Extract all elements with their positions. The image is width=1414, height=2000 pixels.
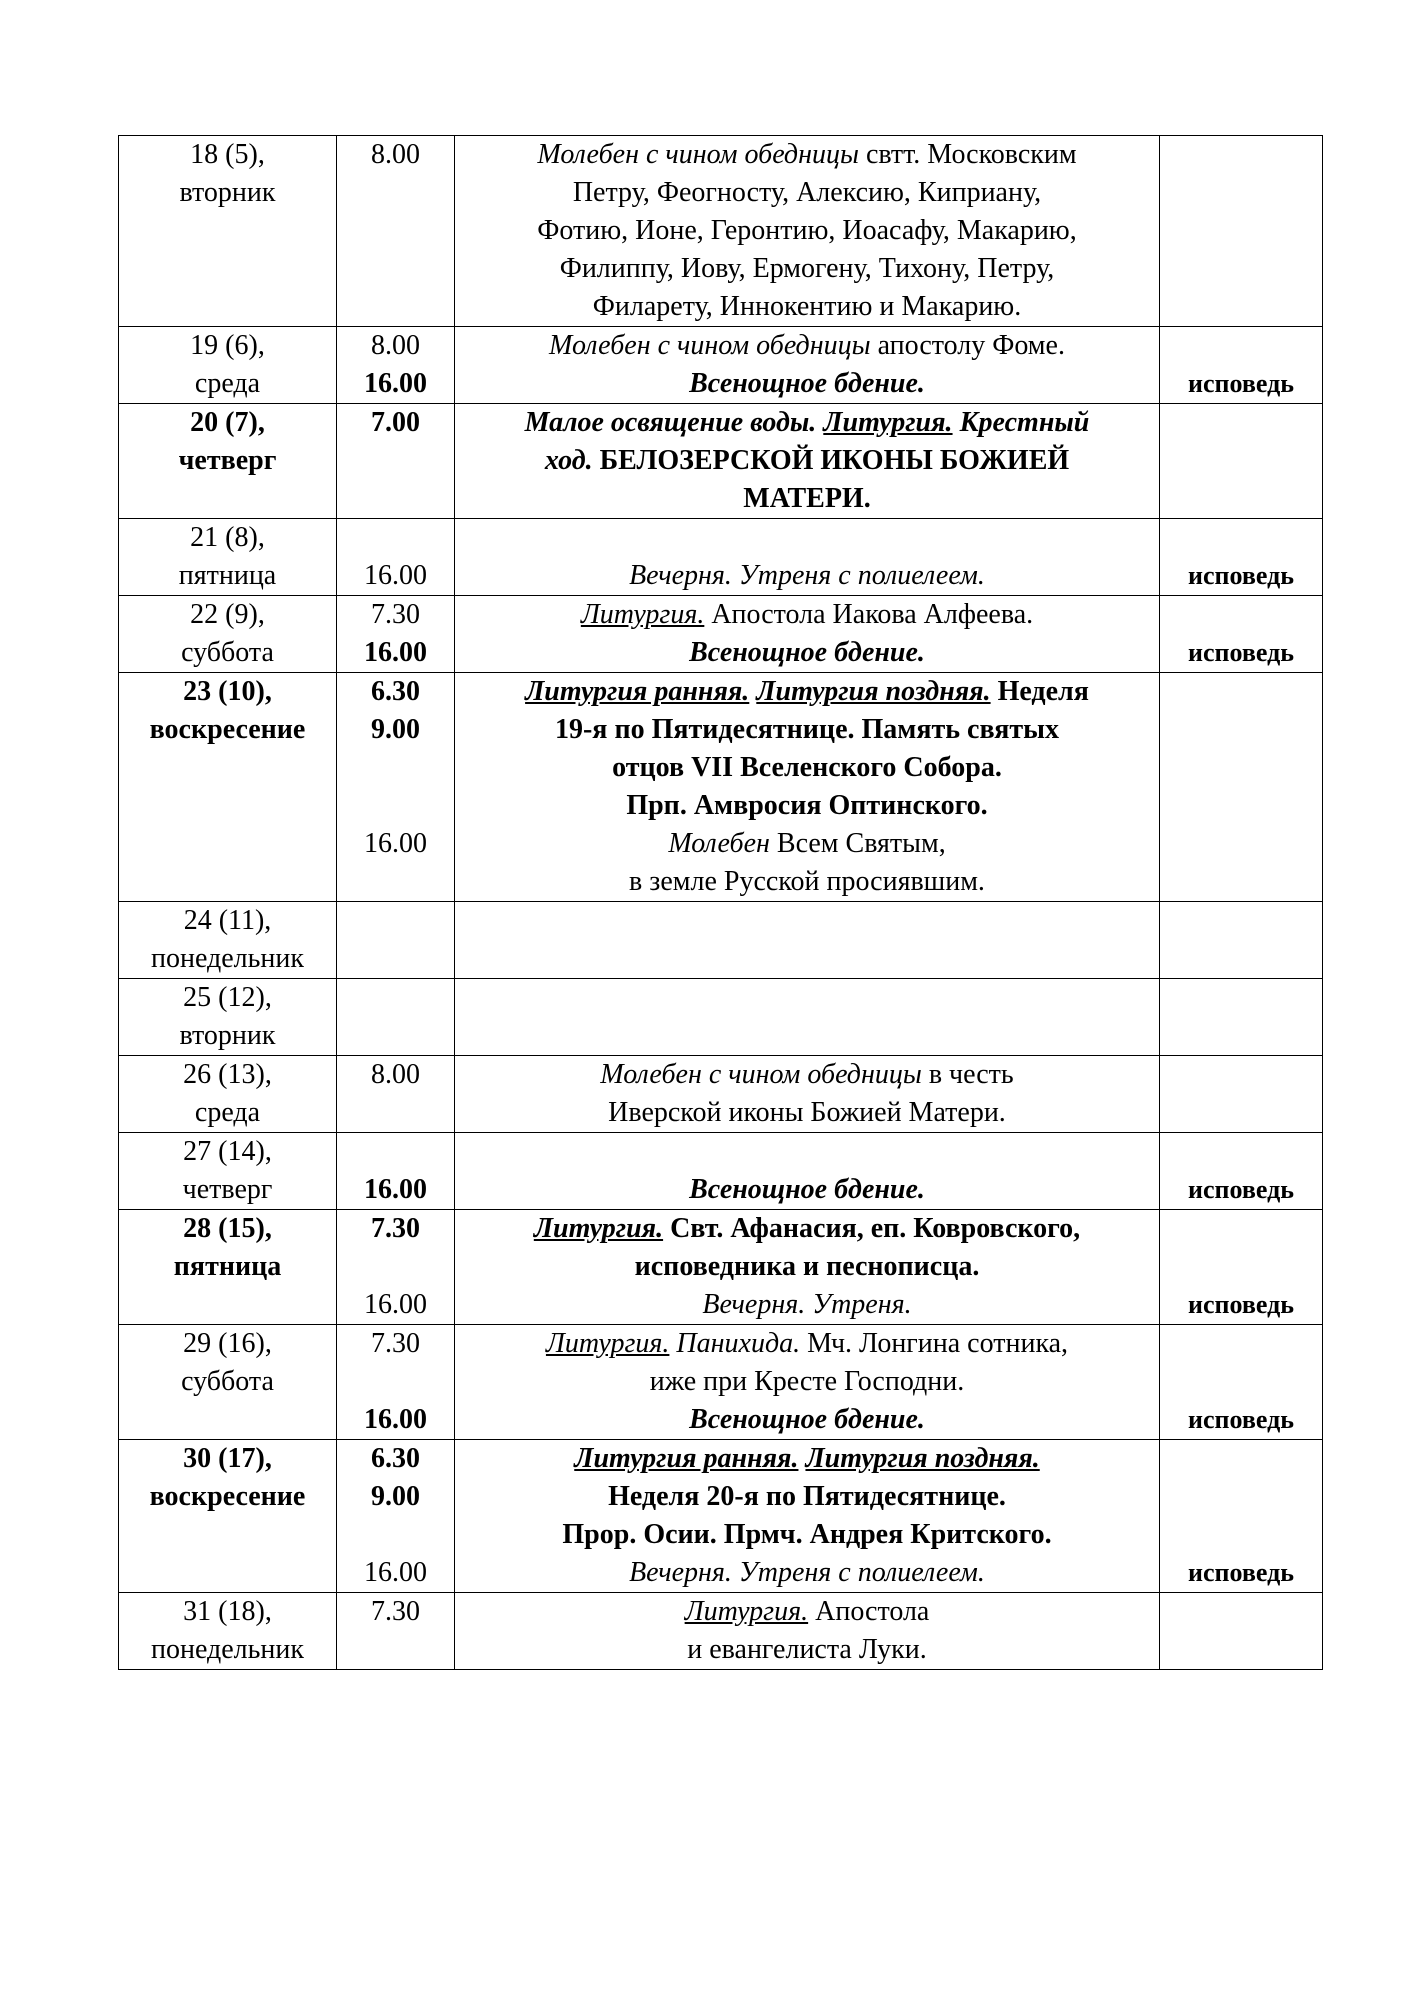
- confession-cell: [1160, 673, 1323, 902]
- description-line: [469, 673, 1145, 711]
- service-description-cell: [455, 136, 1160, 327]
- time-cell: [337, 1210, 455, 1325]
- date-number: 23 (10),: [183, 676, 272, 707]
- date-cell: [119, 902, 337, 979]
- weekday: понедельник: [150, 943, 304, 974]
- description-text: в честь: [921, 1059, 1014, 1090]
- date-number: 22 (9),: [190, 599, 265, 630]
- confession-cell: [1160, 1593, 1323, 1670]
- description-text: Петру, Феогносту, Алексию, Киприану,: [572, 177, 1042, 208]
- service-time: 7.30: [371, 1328, 420, 1359]
- service-description-cell: [455, 519, 1160, 596]
- description-line: [469, 136, 1145, 174]
- description-line: [469, 596, 1145, 634]
- confession-cell: [1160, 404, 1323, 519]
- date-number: 26 (13),: [183, 1059, 272, 1090]
- confession-cell: [1160, 902, 1323, 979]
- description-text: Вечерня. Утреня.: [702, 1289, 912, 1320]
- description-text: и евангелиста Луки.: [687, 1634, 927, 1665]
- service-description-cell: [455, 1056, 1160, 1133]
- service-description-cell: [455, 1440, 1160, 1593]
- description-line: [469, 1478, 1145, 1516]
- description-text: ход.: [544, 445, 593, 476]
- schedule-row: [119, 902, 1323, 979]
- description-line: [469, 1094, 1145, 1132]
- weekday: вторник: [179, 1020, 276, 1051]
- service-time: 8.00: [371, 139, 420, 170]
- service-time: 16.00: [364, 1174, 427, 1205]
- confession-cell: [1160, 1056, 1323, 1133]
- service-description-cell: [455, 902, 1160, 979]
- schedule-row: [119, 1133, 1323, 1210]
- date-number: 18 (5),: [190, 139, 265, 170]
- date-cell: [119, 1440, 337, 1593]
- date-number: 25 (12),: [183, 982, 272, 1013]
- service-time: 6.30: [371, 676, 420, 707]
- date-cell: [119, 1325, 337, 1440]
- schedule-row: [119, 1593, 1323, 1670]
- service-time: 16.00: [364, 637, 427, 668]
- description-line: [469, 327, 1145, 365]
- date-number: 20 (7),: [190, 407, 265, 438]
- date-cell: [119, 1210, 337, 1325]
- description-text: МАТЕРИ.: [743, 483, 871, 514]
- date-cell: [119, 673, 337, 902]
- description-text: Прор. Осии. Прмч. Андрея Критского.: [562, 1519, 1052, 1550]
- description-line: [469, 212, 1145, 250]
- time-cell: [337, 327, 455, 404]
- date-cell: [119, 979, 337, 1056]
- date-number: 29 (16),: [183, 1328, 272, 1359]
- service-time: 6.30: [371, 1443, 420, 1474]
- description-text: свтт. Московским: [858, 139, 1077, 170]
- description-text: Прп. Амвросия Оптинского.: [626, 790, 988, 821]
- date-cell: [119, 1593, 337, 1670]
- confession-cell: [1160, 596, 1323, 673]
- service-time: 7.30: [371, 1213, 420, 1244]
- description-text: в земле Русской просиявшим.: [629, 866, 985, 897]
- date-number: 31 (18),: [183, 1596, 272, 1627]
- date-number: 19 (6),: [190, 330, 265, 361]
- time-cell: [337, 902, 455, 979]
- schedule-body: [119, 136, 1323, 1670]
- service-time: [337, 1248, 454, 1286]
- description-line: [469, 1401, 1145, 1439]
- description-line: [469, 787, 1145, 825]
- service-time: 16.00: [364, 828, 427, 859]
- service-time: [337, 1133, 454, 1171]
- service-description-cell: [455, 979, 1160, 1056]
- confession-label: исповедь: [1188, 1290, 1294, 1319]
- description-line: [469, 1248, 1145, 1286]
- weekday: воскресение: [149, 1481, 306, 1512]
- description-text: Крестный: [952, 407, 1090, 438]
- description-text: Панихида.: [676, 1328, 801, 1359]
- confession-cell: [1160, 1325, 1323, 1440]
- description-text: Свт. Афанасия, еп. Ковровского,: [663, 1213, 1081, 1244]
- description-text: отцов VII Вселенского Собора.: [612, 752, 1002, 783]
- description-line: [469, 1593, 1145, 1631]
- description-text: Всенощное бдение.: [689, 368, 925, 399]
- description-text: Иверской иконы Божией Матери.: [608, 1097, 1006, 1128]
- weekday: четверг: [178, 445, 277, 476]
- description-text: Молебен с чином обедницы: [600, 1059, 922, 1090]
- description-line: [469, 288, 1145, 326]
- description-text: Мч. Лонгина сотника,: [800, 1328, 1069, 1359]
- description-text: иже при Кресте Господни.: [649, 1366, 965, 1397]
- weekday: четверг: [182, 1174, 273, 1205]
- confession-cell: [1160, 136, 1323, 327]
- date-cell: [119, 596, 337, 673]
- description-line: [469, 365, 1145, 403]
- time-cell: [337, 673, 455, 902]
- description-text: Филиппу, Иову, Ермогену, Тихону, Петру,: [559, 253, 1055, 284]
- service-description-cell: [455, 327, 1160, 404]
- description-line: [469, 557, 1145, 595]
- date-cell: [119, 327, 337, 404]
- time-cell: [337, 136, 455, 327]
- description-text: Литургия ранняя.: [525, 676, 750, 707]
- weekday: суббота: [181, 1366, 274, 1397]
- description-text: БЕЛОЗЕРСКОЙ ИКОНЫ БОЖИЕЙ: [592, 445, 1070, 476]
- schedule-row: [119, 1210, 1323, 1325]
- description-text: Апостола Иакова Алфеева.: [704, 599, 1034, 630]
- date-cell: [119, 1056, 337, 1133]
- schedule-row: [119, 1325, 1323, 1440]
- description-text: Вечерня. Утреня с полиелеем.: [629, 560, 985, 591]
- description-line: [469, 711, 1145, 749]
- date-number: 27 (14),: [183, 1136, 272, 1167]
- description-text: Всем Святым,: [769, 828, 946, 859]
- schedule-row: [119, 404, 1323, 519]
- service-time: 16.00: [364, 368, 427, 399]
- description-text: Вечерня. Утреня с полиелеем.: [629, 1557, 985, 1588]
- service-time: 7.00: [371, 407, 420, 438]
- description-line: [469, 1171, 1145, 1209]
- service-time: 9.00: [371, 1481, 420, 1512]
- description-text: Всенощное бдение.: [689, 1404, 925, 1435]
- description-line: [469, 174, 1145, 212]
- service-time: 9.00: [371, 714, 420, 745]
- confession-cell: [1160, 1440, 1323, 1593]
- weekday: воскресение: [149, 714, 306, 745]
- description-line: [469, 1516, 1145, 1554]
- weekday: вторник: [179, 177, 276, 208]
- confession-label: исповедь: [1188, 1175, 1294, 1204]
- description-text: Литургия ранняя.: [574, 1443, 799, 1474]
- service-description-cell: [455, 673, 1160, 902]
- time-cell: [337, 1593, 455, 1670]
- service-description-cell: [455, 1210, 1160, 1325]
- description-line: [469, 1056, 1145, 1094]
- description-text: Неделя 20-я по Пятидесятнице.: [608, 1481, 1006, 1512]
- description-line: [469, 1133, 1145, 1171]
- description-text: Фотию, Ионе, Геронтию, Иоасафу, Макарию,: [537, 215, 1077, 246]
- confession-label: исповедь: [1188, 638, 1294, 667]
- date-cell: [119, 136, 337, 327]
- weekday: среда: [194, 1097, 261, 1128]
- date-number: 30 (17),: [183, 1443, 272, 1474]
- description-line: [469, 480, 1145, 518]
- description-line: [469, 1325, 1145, 1363]
- description-line: [469, 1363, 1145, 1401]
- confession-label: исповедь: [1188, 369, 1294, 398]
- description-line: [469, 863, 1145, 901]
- description-text: Молебен: [668, 828, 770, 859]
- description-text: Литургия.: [533, 1213, 664, 1244]
- description-text: Молебен с чином обедницы: [537, 139, 859, 170]
- description-text: Апостола: [808, 1596, 930, 1627]
- description-text: апостолу Фоме.: [870, 330, 1065, 361]
- service-time: 16.00: [364, 1289, 427, 1320]
- description-line: [469, 442, 1145, 480]
- date-cell: [119, 404, 337, 519]
- service-time: 8.00: [371, 1059, 420, 1090]
- date-cell: [119, 519, 337, 596]
- description-line: [469, 404, 1145, 442]
- confession-cell: [1160, 1210, 1323, 1325]
- confession-label: исповедь: [1188, 561, 1294, 590]
- confession-cell: [1160, 519, 1323, 596]
- description-text: Филарету, Иннокентию и Макарию.: [592, 291, 1022, 322]
- service-time: 7.30: [371, 1596, 420, 1627]
- service-time: [337, 1516, 454, 1554]
- date-cell: [119, 1133, 337, 1210]
- confession-cell: [1160, 1133, 1323, 1210]
- service-time: 16.00: [364, 1404, 427, 1435]
- description-line: [469, 1210, 1145, 1248]
- service-time: [337, 1363, 454, 1401]
- description-text: Литургия поздняя.: [805, 1443, 1040, 1474]
- description-line: [469, 250, 1145, 288]
- weekday: пятница: [173, 1251, 282, 1282]
- weekday: понедельник: [150, 1634, 304, 1665]
- service-schedule-table: [118, 135, 1323, 1670]
- service-time: 7.30: [371, 599, 420, 630]
- schedule-row: [119, 1056, 1323, 1133]
- service-description-cell: [455, 596, 1160, 673]
- description-line: [469, 749, 1145, 787]
- time-cell: [337, 1056, 455, 1133]
- description-text: Литургия поздняя.: [756, 676, 991, 707]
- service-time: [337, 519, 454, 557]
- weekday: среда: [194, 368, 261, 399]
- description-text: Неделя: [990, 676, 1089, 707]
- time-cell: [337, 1133, 455, 1210]
- description-line: [469, 1554, 1145, 1592]
- date-number: 21 (8),: [190, 522, 265, 553]
- schedule-row: [119, 136, 1323, 327]
- time-cell: [337, 404, 455, 519]
- confession-cell: [1160, 327, 1323, 404]
- time-cell: [337, 1325, 455, 1440]
- description-text: Молебен с чином обедницы: [549, 330, 871, 361]
- weekday: пятница: [178, 560, 277, 591]
- description-line: [469, 634, 1145, 672]
- date-number: 28 (15),: [183, 1213, 272, 1244]
- date-number: 24 (11),: [183, 905, 272, 936]
- service-time: 16.00: [364, 560, 427, 591]
- weekday: суббота: [181, 637, 274, 668]
- time-cell: [337, 519, 455, 596]
- schedule-row: [119, 979, 1323, 1056]
- description-text: 19-я по Пятидесятнице. Память святых: [554, 714, 1059, 745]
- confession-label: исповедь: [1188, 1405, 1294, 1434]
- service-description-cell: [455, 1133, 1160, 1210]
- description-text: Литургия.: [823, 407, 953, 438]
- description-text: Всенощное бдение.: [689, 637, 925, 668]
- schedule-row: [119, 519, 1323, 596]
- schedule-row: [119, 327, 1323, 404]
- description-line: [469, 519, 1145, 557]
- schedule-row: [119, 1440, 1323, 1593]
- description-text: Литургия.: [545, 1328, 670, 1359]
- time-cell: [337, 1440, 455, 1593]
- description-text: Литургия.: [580, 599, 705, 630]
- confession-label: исповедь: [1188, 1558, 1294, 1587]
- description-text: Литургия.: [684, 1596, 809, 1627]
- description-text: Малое освящение воды.: [524, 407, 824, 438]
- schedule-row: [119, 673, 1323, 902]
- confession-cell: [1160, 979, 1323, 1056]
- time-cell: [337, 979, 455, 1056]
- service-time: [337, 787, 454, 825]
- service-description-cell: [455, 1325, 1160, 1440]
- description-line: [469, 1286, 1145, 1324]
- service-time: 16.00: [364, 1557, 427, 1588]
- description-text: Всенощное бдение.: [689, 1174, 925, 1205]
- description-line: [469, 1440, 1145, 1478]
- service-description-cell: [455, 1593, 1160, 1670]
- service-time: 8.00: [371, 330, 420, 361]
- service-time: [337, 749, 454, 787]
- time-cell: [337, 596, 455, 673]
- description-line: [469, 825, 1145, 863]
- schedule-row: [119, 596, 1323, 673]
- description-line: [469, 1631, 1145, 1669]
- description-text: исповедника и песнописца.: [634, 1251, 980, 1282]
- service-description-cell: [455, 404, 1160, 519]
